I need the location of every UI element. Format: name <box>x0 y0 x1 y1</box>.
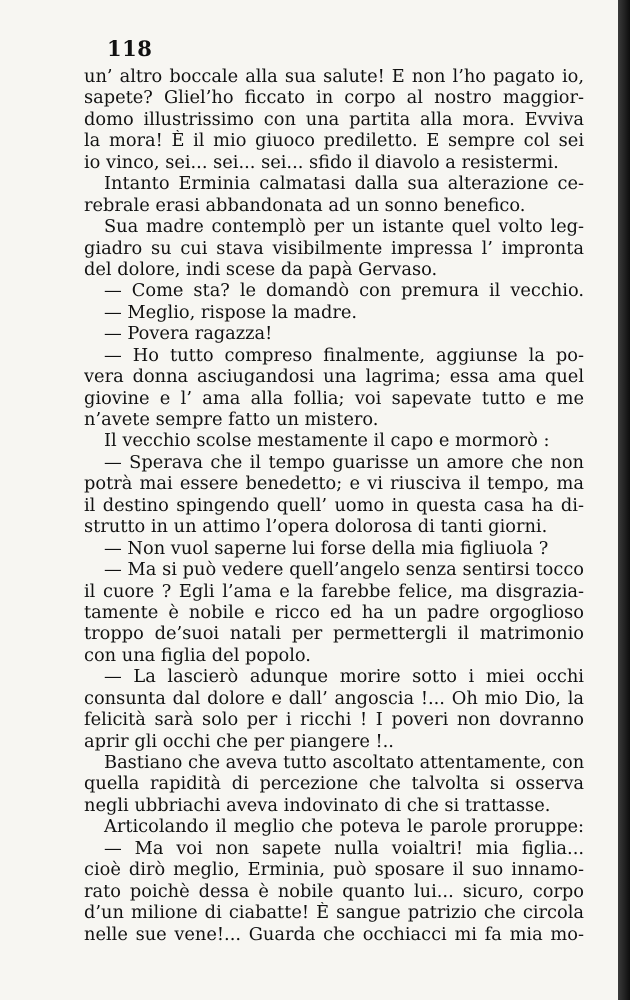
text-line: — Sperava che il tempo guarisse un amore che non <box>104 451 584 473</box>
text-line: io vinco, sei... sei... sei... sfido il diavolo a resistermi. <box>84 151 559 173</box>
text-line: — Come sta? le domandò con premura il vecchio. <box>104 280 584 302</box>
text-line: rebrale erasi abbandonata ad un sonno benefico. <box>84 194 526 216</box>
text-line: rato poichè dessa è nobile quanto lui... sicuro, corpo <box>84 880 584 902</box>
text-line: Articolando il meglio che poteva le parole proruppe: <box>104 816 584 838</box>
text-line: — Ho tutto compreso finalmente, aggiunse la po- <box>104 344 584 366</box>
text-line: domo illustrissimo con una partita alla mora. Evviva <box>84 108 584 130</box>
text-line: vera donna asciugandosi una lagrima; essa ama quel <box>84 366 584 388</box>
text-line: consunta dal dolore e dall’ angoscia !... Oh mio Dio, la <box>84 687 584 709</box>
text-line: Sua madre contemplò per un istante quel volto leg- <box>104 216 584 238</box>
text-line: — La lascierò adunque morire sotto i miei occhi <box>104 666 584 688</box>
text-line: nelle sue vene!... Guarda che occhiacci mi fa mia mo- <box>84 923 584 945</box>
text-line: potrà mai essere benedetto; e vi riusciva il tempo, ma <box>84 473 584 495</box>
text-line: giovine e l’ ama alla follia; voi sapevate tutto e me <box>84 387 584 409</box>
text-line: aprir gli occhi che per piangere !.. <box>84 730 394 752</box>
text-line: d’un milione di ciabatte! È sangue patrizio che circola <box>84 902 584 924</box>
text-line: del dolore, indi scese da papà Gervaso. <box>84 258 438 280</box>
text-line: strutto in un attimo l’opera dolorosa di tanti giorni. <box>84 516 548 538</box>
text-line: Bastiano che aveva tutto ascoltato attentamente, con <box>104 752 584 773</box>
text-line: quella rapidità di percezione che talvolta si osserva <box>84 773 584 795</box>
text-line: Intanto Erminia calmatasi dalla sua alterazione ce- <box>104 173 584 195</box>
text-line: con una figlia del popolo. <box>84 644 311 666</box>
text-line: — Ma si può vedere quell’angelo senza sentirsi tocco <box>104 559 584 581</box>
text-line: felicità sarà solo per i ricchi ! I poveri non dovranno <box>84 709 584 731</box>
body-text <box>84 66 584 945</box>
text-line: il cuore ? Egli l’ama e la farebbe felice, ma disgrazia- <box>84 580 584 602</box>
text-line: giadro su cui stava visibilmente impressa l’ impronta <box>84 237 584 259</box>
text-line: — Ma voi non sapete nulla voialtri! mia figlia... <box>104 837 584 859</box>
text-line: sapete? Gliel’ho ficcato in corpo al nostro maggior- <box>84 87 584 109</box>
text-line: — Meglio, rispose la madre. <box>104 301 358 323</box>
text-line: un’ altro boccale alla sua salute! E non l’ho pagato io, <box>84 66 584 87</box>
text-line: tamente è nobile e ricco ed ha un padre orgoglioso <box>84 601 584 623</box>
page-number: 118 <box>107 36 153 61</box>
text-line: la mora! È il mio giuoco prediletto. E sempre col sei <box>84 130 584 152</box>
text-line: troppo de’suoi natali per permettergli il matrimonio <box>84 623 584 645</box>
text-line: — Povera ragazza! <box>104 323 273 345</box>
text-line: Il vecchio scolse mestamente il capo e mormorò : <box>104 430 550 452</box>
text-line: n’avete sempre fatto un mistero. <box>84 409 379 430</box>
page-edge-shadow <box>618 0 630 1000</box>
text-line: il destino spingendo quell’ uomo in questa casa ha di- <box>84 494 584 516</box>
text-line: cioè dirò meglio, Erminia, può sposare il suo innamo- <box>84 859 584 881</box>
text-line: — Non vuol saperne lui forse della mia figliuola ? <box>104 537 549 559</box>
text-line: negli ubbriachi aveva indovinato di che si trattasse. <box>84 794 551 816</box>
